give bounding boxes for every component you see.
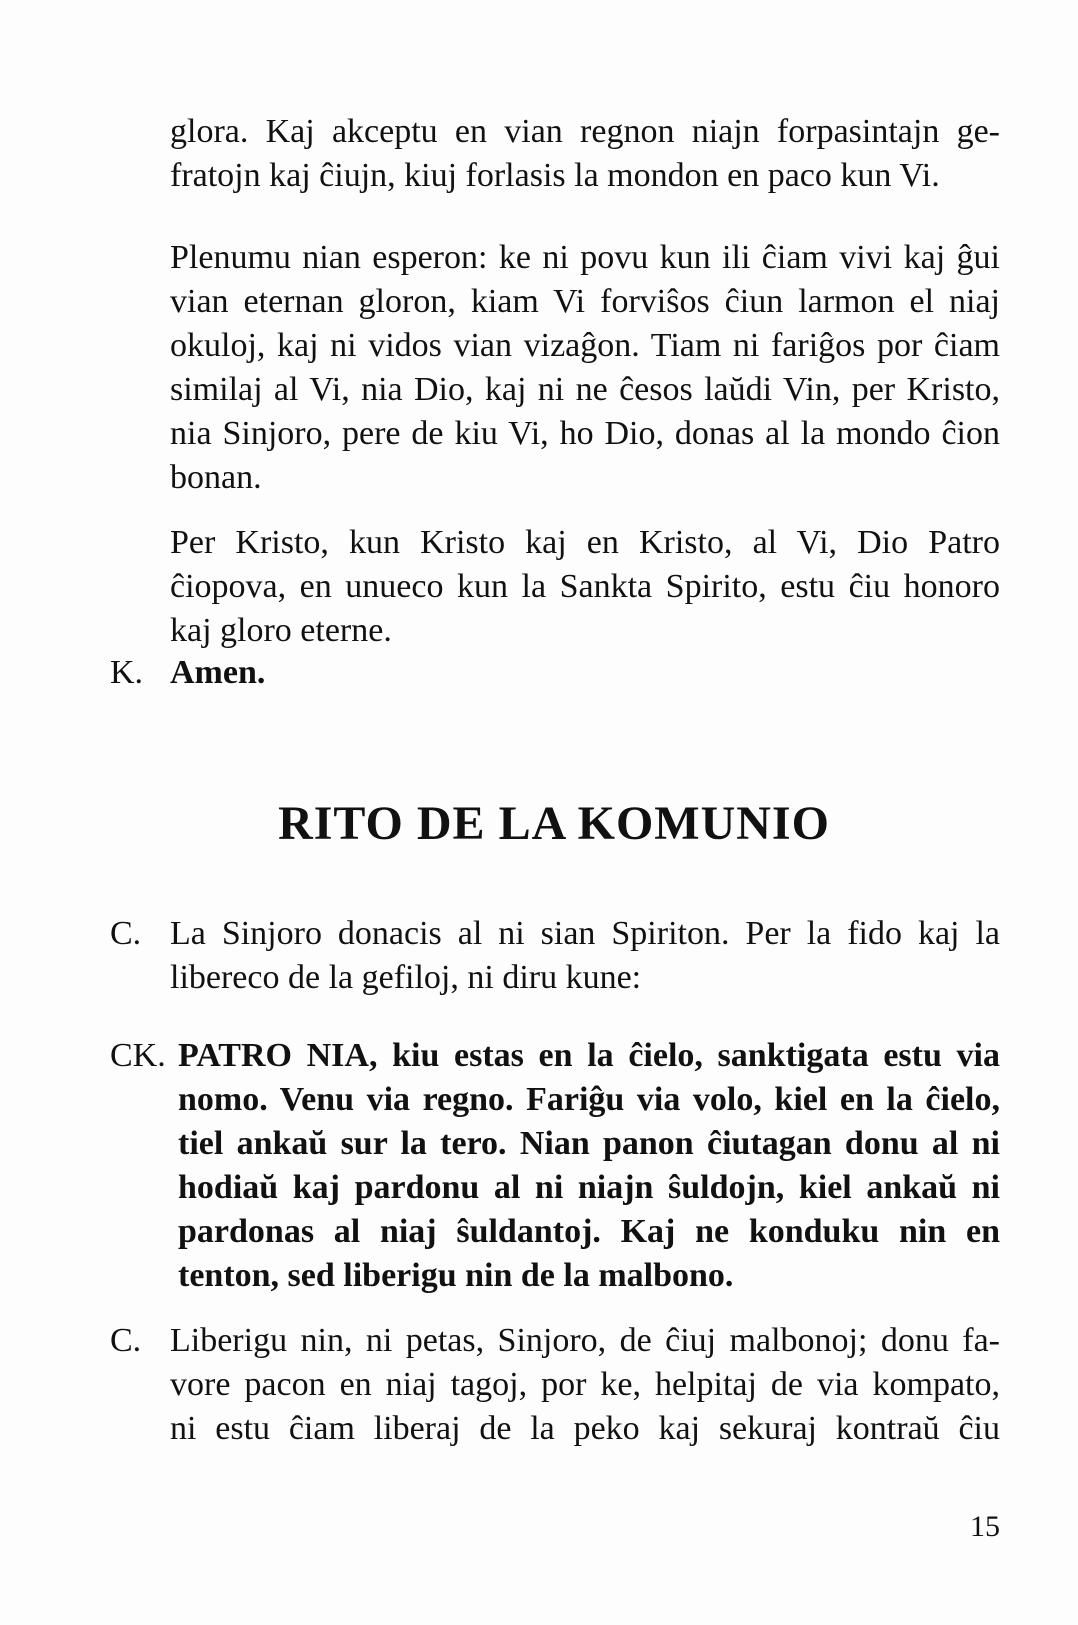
text-line: hodiaŭ kaj pardonu al ni niajn ŝuldojn, kiel ankaŭ ni — [178, 1169, 1000, 1206]
text-line: glora. Kaj akceptu en vian regnon niajn forpasintajn ge- — [170, 113, 1000, 150]
speaker-ck: CK. — [110, 1037, 166, 1074]
text-line: Plenumu nian esperon: ke ni povu kun ili ĉiam vivi kaj ĝui — [170, 239, 1000, 276]
paragraph-per-kristo — [170, 521, 1000, 653]
text-line: vian eternan gloron, kiam Vi forviŝos ĉiun larmon el niaj — [170, 283, 1000, 320]
text-line: tenton, sed liberigu nin de la malbono. — [178, 1257, 734, 1294]
text-line: La Sinjoro donacis al ni sian Spiriton. Per la fido kaj la — [170, 915, 1000, 952]
paragraph-patro-nia — [178, 1034, 1000, 1298]
paragraph-liberigu — [170, 1319, 1000, 1451]
section-heading: RITO DE LA KOMUNIO — [278, 797, 830, 850]
text-line: nomo. Venu via regno. Fariĝu via volo, kiel en la ĉielo, — [178, 1081, 1000, 1118]
text-line: nia Sinjoro, pere de kiu Vi, ho Dio, donas al la mondo ĉion — [170, 415, 1000, 452]
amen-response: Amen. — [170, 654, 266, 691]
text-line: kaj gloro eterne. — [170, 612, 392, 649]
text-line: libereco de la gefiloj, ni diru kune: — [170, 959, 642, 996]
text-line: pardonas al niaj ŝuldantoj. Kaj ne konduku nin en — [178, 1213, 1000, 1250]
paragraph-plenumu — [170, 236, 1000, 500]
speaker-k: K. — [110, 654, 144, 691]
text-line: bonan. — [170, 459, 262, 496]
text-line: okuloj, kaj ni vidos vian vizaĝon. Tiam ni fariĝos por ĉiam — [170, 327, 1000, 364]
text-line: ni estu ĉiam liberaj de la peko kaj sekuraj kontraŭ ĉiu — [170, 1410, 1000, 1447]
text-line: tiel ankaŭ sur la tero. Nian panon ĉiutagan donu al ni — [178, 1125, 1000, 1162]
text-line: Per Kristo, kun Kristo kaj en Kristo, al Vi, Dio Patro — [170, 524, 1000, 561]
page-number: 15 — [970, 1510, 1000, 1543]
text-line: PATRO NIA, kiu estas en la ĉielo, sanktigata estu via — [178, 1037, 1000, 1074]
text-line: vore pacon en niaj tagoj, por ke, helpitaj de via kompato, — [170, 1366, 1000, 1403]
speaker-c: C. — [110, 1322, 142, 1359]
text-line: ĉiopova, en unueco kun la Sankta Spirito, estu ĉiu honoro — [170, 568, 1000, 605]
paragraph-celebrant-invitation — [170, 912, 1000, 1000]
text-line: Liberigu nin, ni petas, Sinjoro, de ĉiuj malbonoj; donu fa- — [170, 1322, 1000, 1359]
speaker-c: C. — [110, 915, 142, 952]
paragraph-glora — [170, 110, 1000, 198]
text-line: fratojn kaj ĉiujn, kiuj forlasis la mondon en paco kun Vi. — [170, 157, 940, 194]
text-line: similaj al Vi, nia Dio, kaj ni ne ĉesos laŭdi Vin, per Kristo, — [170, 371, 1000, 408]
